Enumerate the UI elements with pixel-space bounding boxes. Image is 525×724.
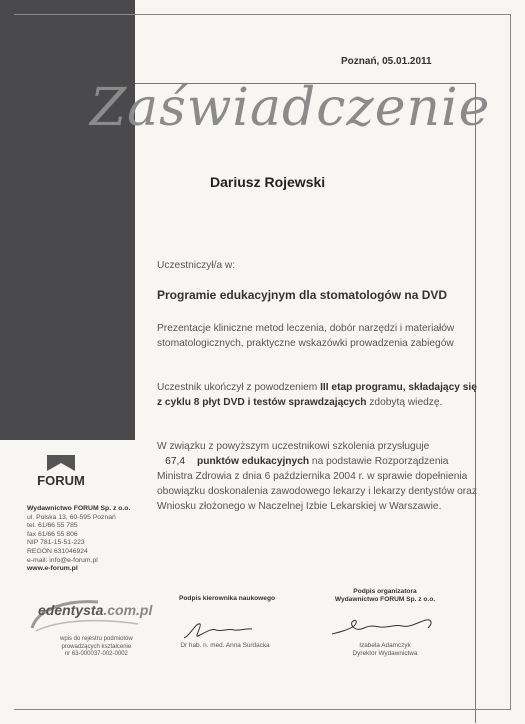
issue-date: Poznań, 05.01.2011 [341, 56, 432, 67]
publisher-website: www.e-forum.pl [27, 565, 78, 573]
organizer-signer-role: Dyrektor Wydawnictwa [352, 650, 418, 657]
publisher-line: NIP 781-15-51-223 [27, 539, 85, 547]
completion-text-pre: Uczestnik ukończył z powodzeniem [157, 382, 321, 393]
recipient-name: Dariusz Rojewski [210, 174, 326, 190]
points-text-pre: W związku z powyższym uczestnikowi szkolenia przysługuje [157, 441, 430, 452]
publisher-info [27, 505, 130, 574]
frame-line-right [510, 14, 511, 710]
organizer-signature-label [330, 588, 440, 604]
program-name: Programie edukacyjnym dla stomatologów na DVD [157, 288, 448, 302]
program-description: Prezentacje kliniczne metod leczenia, dobór narzędzi i materiałów stomatologicznych, praktyczne wskazówki prowadzenia zabiegów [157, 323, 455, 349]
publisher-line: REGON 631046924 [27, 547, 88, 555]
registry-line: prowadzących kształcenie [61, 643, 132, 650]
points-paragraph [157, 439, 477, 514]
edentysta-logo-main: edentysta [38, 602, 104, 618]
organizer-signer-name: Izabela Adamczyk [359, 642, 411, 649]
scientific-signature-label: Podpis kierownika naukowego [179, 595, 275, 602]
completion-text-post: zdobytą wiedzę. [366, 397, 443, 408]
frame-line-bottom [14, 709, 511, 710]
publisher-line: fax 61/66 55 806 [27, 530, 78, 538]
publisher-line: tel. 61/66 55 785 [27, 522, 78, 530]
certificate-title: Zaświadczenie [90, 78, 491, 138]
registry-note [60, 636, 133, 659]
completion-paragraph [157, 380, 477, 410]
forum-logo-text: FORUM [37, 473, 85, 488]
organizer-label-line: Podpis organizatora [353, 588, 417, 595]
organizer-label-line: Wydawnictwo FORUM Sp. z o.o. [334, 596, 436, 603]
dark-side-band [0, 0, 135, 440]
publisher-name: Wydawnictwo FORUM Sp. z o.o. [27, 505, 131, 512]
scientific-signature-mark [182, 618, 262, 642]
points-value: 67,4 [165, 456, 185, 467]
points-text-bold: punktów edukacyjnych [197, 456, 310, 467]
organizer-signer [325, 642, 445, 658]
registry-line: wpis do rejestru podmiotów [60, 636, 133, 642]
publisher-line: e-mail: info@e-forum.pl [27, 556, 98, 564]
forum-logo [33, 453, 89, 498]
organizer-signature-mark [330, 612, 440, 642]
frame-line-top [14, 14, 511, 15]
points-text-post: na podstawie Rozporządzenia Ministra Zdrowia z dnia 6 października 2004 r. w sprawie dopełnienia obowiązku doskonalenia zawodowego lekarzy i lekarzy dentystów oraz Wniosku złożonego w Naczelnej Izbie Lekarskiej w Warszawie. [157, 456, 477, 512]
publisher-line: ul. Polska 13, 60-595 Poznań [27, 513, 116, 521]
edentysta-logo-text [38, 602, 152, 618]
scientific-signer-name: Dr hab. n. med. Anna Surdacka [180, 642, 270, 649]
edentysta-logo-suffix: .com.pl [103, 602, 153, 618]
registry-line: nr 63-000037-002-0002 [64, 651, 128, 658]
completion-text-bold: III etap programu, składający się z cyklu 8 płyt DVD i testów sprawdzających [157, 382, 477, 408]
participation-intro: Uczestniczył/a w: [157, 260, 236, 271]
